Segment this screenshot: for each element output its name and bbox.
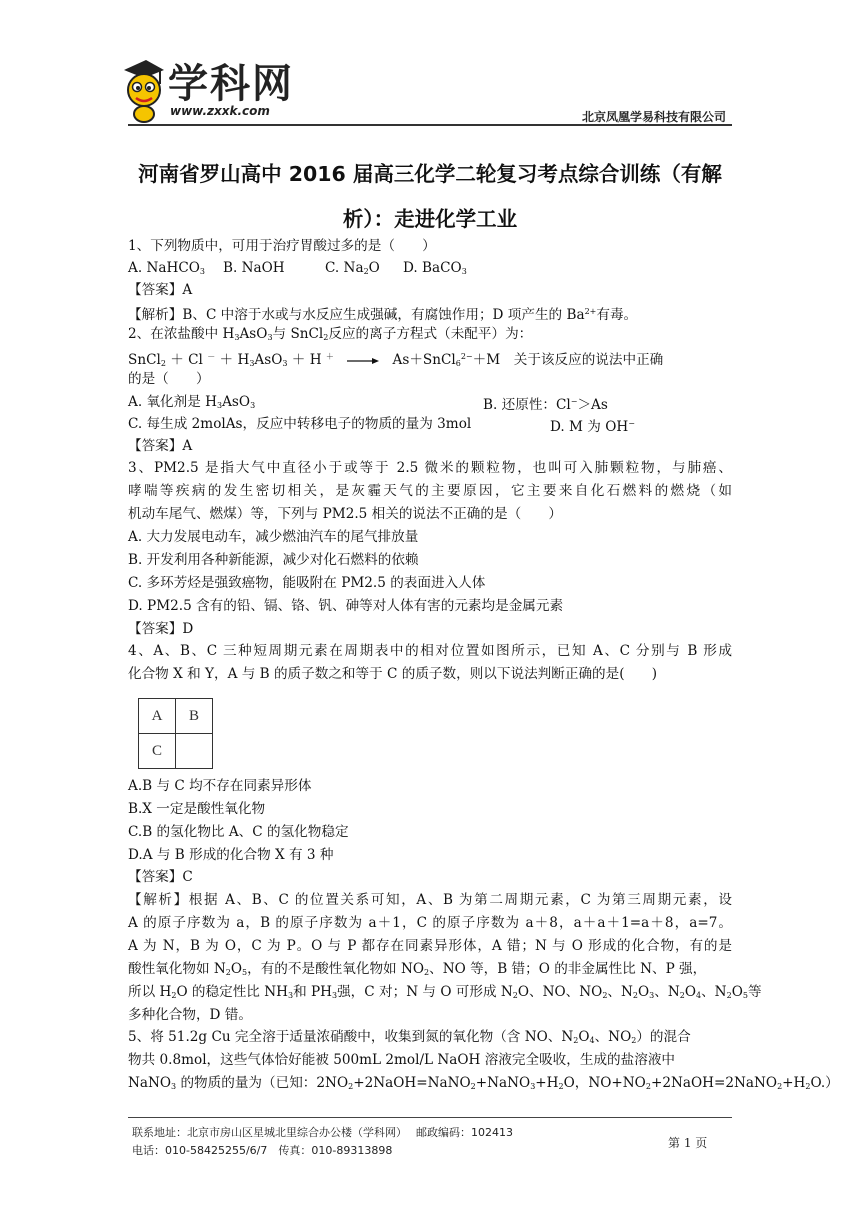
q4-analysis-line-6: 多种化合物，D 错。 [128, 1007, 252, 1023]
logo-text: 学科网 [168, 61, 294, 107]
q2-option-a: A. 氧化剂是 $H_3AsO_3$ [128, 394, 256, 410]
q4-stem-line-1: 4、A、B、C 三种短周期元素在周期表中的相对位置如图所示，已知 A、C 分别与 B 形成 [128, 643, 732, 659]
periodic-position-grid [138, 698, 213, 769]
q3-option-c: C. 多环芳烃是强致癌物，能吸附在 PM2.5 的表面进入人体 [128, 575, 486, 591]
q4-analysis-line-2: A 的原子序数为 a，B 的原子序数为 a＋1，C 的原子序数为 a＋8，a＋a＋1=a＋8，a=7。 [128, 915, 732, 931]
q1-option-b: B. NaOH [223, 260, 285, 276]
q3-option-a: A. 大力发展电动车，减少燃油汽车的尾气排放量 [128, 529, 419, 545]
q3-answer: 【答案】D [128, 621, 194, 637]
reaction-arrow-icon [346, 356, 380, 366]
q4-stem-line-2: 化合物 X 和 Y，A 与 B 的质子数之和等于 C 的质子数，则以下说法判断正确的是( ) [128, 666, 658, 682]
q2-stem-tail: 的是（ ） [128, 371, 210, 387]
q5-stem-line-2: 物共 0.8mol，这些气体恰好能被 500mL 2mol/L NaOH 溶液完全吸收，生成的盐溶液中 [128, 1052, 676, 1068]
q1-option-d: D. BaCO$_3$ [403, 260, 467, 276]
page-number: 第 1 页 [668, 1136, 708, 1150]
q2-equation: SnCl$_2$ ＋ Cl $^- + H_3AsO_3 + H$ ＋ As＋SnCl$_6^{2-}$＋M 关于该反应的说法中正确 [128, 352, 664, 368]
grid-cell-empty [176, 734, 213, 769]
zxxk-logo [118, 48, 318, 128]
q5-stem-line-3: NaNO$_3$ 的物质的量为（已知：$2NO_2+2NaOH=NaNO_2+NaNO_3+H_2O$，$NO+NO_2+2NaOH=2NaNO_2+H_2O$.） [128, 1075, 839, 1091]
q4-option-b: B.X 一定是酸性氧化物 [128, 801, 266, 817]
company-name: 北京凤凰学易科技有限公司 [581, 110, 726, 124]
q4-analysis-line-5: 所以 $H_2O$ 的稳定性比 $NH_3$和 $PH_3$强，C 对；N 与 O 可形成 $N_2O$、NO、$NO_2$、$N_2O_3$、$N_2O_4$、$N_2O_5$等 [128, 984, 762, 1000]
q4-option-d: D.A 与 B 形成的化合物 X 有 3 种 [128, 847, 334, 863]
q4-option-a: A.B 与 C 均不存在同素异形体 [128, 778, 312, 794]
header-divider [128, 124, 732, 126]
q1-option-a: A. NaHCO$_3$ [128, 260, 205, 276]
doc-title-line-1: 河南省罗山高中 2016 届高三化学二轮复习考点综合训练（有解 [138, 162, 722, 186]
q2-option-c: C. 每生成 2molAs，反应中转移电子的物质的量为 3mol [128, 416, 472, 432]
footer-divider [128, 1117, 732, 1118]
q4-analysis-line-1: 【解析】根据 A、B、C 的位置关系可知，A、B 为第二周期元素，C 为第三周期元素，设 [128, 892, 732, 908]
q3-stem-line-3: 机动车尾气、燃煤）等，下列与 PM2.5 相关的说法不正确的是（ ） [128, 506, 562, 522]
q1-option-c: C. $Na_2O$ [325, 260, 380, 276]
q4-option-c: C.B 的氢化物比 A、C 的氢化物稳定 [128, 824, 349, 840]
mascot-icon [118, 58, 166, 124]
q1-analysis: 【解析】B、C 中溶于水或与水反应生成强碱，有腐蚀作用；D 项产生的 $Ba^{2+}$有毒。 [128, 307, 638, 323]
q3-option-b: B. 开发利用各种新能源，减少对化石燃料的依赖 [128, 552, 419, 568]
q2-stem: 2、在浓盐酸中 $H_3AsO_3$与 SnCl$_2$反应的离子方程式（未配平）为： [128, 326, 533, 342]
grid-cell-c: C [139, 734, 176, 769]
logo-url: www.zxxk.com [170, 104, 270, 118]
footer-phone: 电话：010-58425255/6/7 传真：010-89313898 [132, 1144, 393, 1157]
grid-cell-a: A [139, 699, 176, 734]
q3-stem-line-1: 3、PM2.5 是指大气中直径小于或等于 2.5 微米的颗粒物，也叫可入肺颗粒物，与肺癌、 [128, 460, 732, 476]
doc-title-line-2: 析）：走进化学工业 [342, 207, 518, 231]
q1-answer: 【答案】A [128, 282, 193, 298]
q4-answer: 【答案】C [128, 869, 193, 885]
q2-option-b: B. 还原性：Cl−＞As [483, 397, 608, 413]
q2-option-d: D. M 为 OH− [550, 419, 635, 435]
q1-stem: 1、下列物质中，可用于治疗胃酸过多的是（ ） [128, 238, 436, 254]
q4-analysis-line-3: A 为 N，B 为 O，C 为 P。O 与 P 都存在同素异形体，A 错；N 与 O 形成的化合物，有的是 [128, 938, 732, 954]
footer-address: 联系地址：北京市房山区星城北里综合办公楼（学科网） 邮政编码：102413 [132, 1126, 513, 1139]
grid-cell-b: B [176, 699, 213, 734]
q3-stem-line-2: 哮喘等疾病的发生密切相关，是灰霾天气的主要原因，它主要来自化石燃料的燃烧（如 [128, 483, 732, 499]
q5-stem-line-1: 5、将 51.2g Cu 完全溶于适量浓硝酸中，收集到氮的氧化物（含 NO、$N_2O_4$、$NO_2$）的混合 [128, 1029, 691, 1045]
q4-analysis-line-4: 酸性氧化物如 $N_2O_5$，有的不是酸性氧化物如 $NO_2$、NO 等，B 错；O 的非金属性比 N、P 强， [128, 961, 707, 977]
q2-answer: 【答案】A [128, 438, 193, 454]
q3-option-d: D. PM2.5 含有的铅、镉、铬、钒、砷等对人体有害的元素均是金属元素 [128, 598, 564, 614]
